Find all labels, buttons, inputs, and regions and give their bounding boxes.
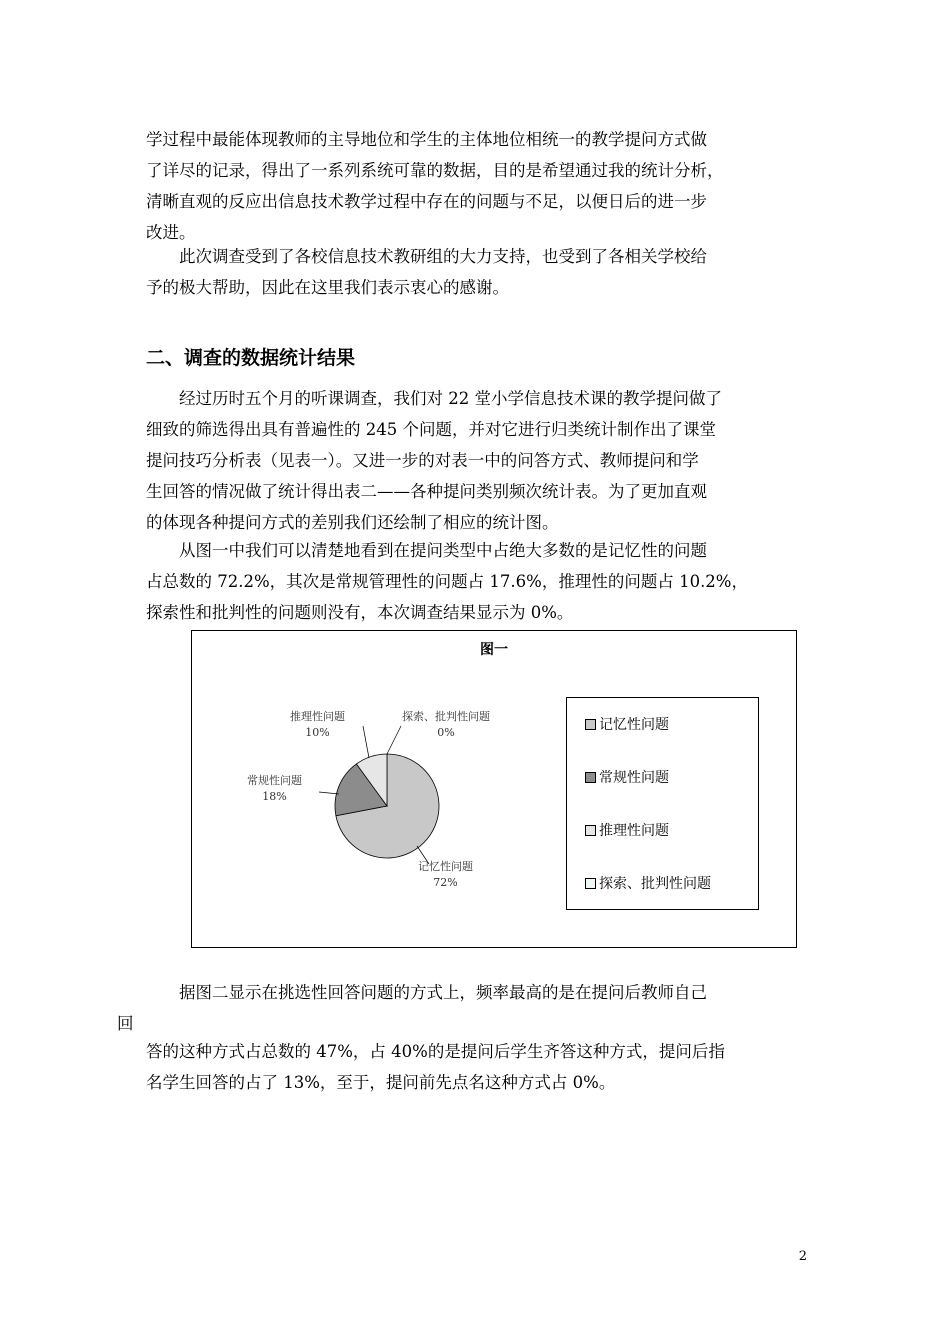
legend-swatch [585, 719, 596, 730]
text-line: 改进。 [146, 223, 196, 242]
text-line: 生回答的情况做了统计得出表二——各种提问类别频次统计表。为了更加直观 [146, 482, 707, 501]
legend-item: 常规性问题 [585, 767, 669, 787]
legend-swatch [585, 772, 596, 783]
text-line: 细致的筛选得出具有普遍性的 245 个问题，并对它进行归类统计制作出了课堂 [146, 420, 716, 439]
slice-label-exploratory: 探索、批判性问题 0% [402, 710, 490, 739]
paragraph-4 [146, 535, 811, 628]
page-number: 2 [798, 1249, 807, 1264]
text-line: 据图二显示在挑选性回答问题的方式上，频率最高的是在提问后教师自己 [179, 983, 707, 1002]
chart-legend [566, 697, 759, 910]
legend-item: 推理性问题 [585, 820, 669, 840]
leader-line-3 [363, 726, 369, 758]
legend-swatch [585, 878, 596, 889]
text-line: 提问技巧分析表（见表一）。又进一步的对表一中的问答方式、教师提问和学 [146, 451, 699, 470]
leader-line-4 [387, 726, 401, 754]
chart-title: 图一 [480, 642, 508, 658]
slice-label-memory: 记忆性问题 72% [418, 860, 473, 889]
text-line: 学过程中最能体现教师的主导地位和学生的主体地位相统一的教学提问方式做 [146, 130, 707, 149]
text-line: 此次调查受到了各校信息技术教研组的大力支持，也受到了各相关学校给 [179, 247, 707, 266]
text-line: 从图一中我们可以清楚地看到在提问类型中占绝大多数的是记忆性的问题 [179, 541, 707, 560]
text-line: 探索性和批判性的问题则没有，本次调查结果显示为 0%。 [146, 603, 574, 622]
text-line: 占总数的 72.2%，其次是常规管理性的问题占 17.6%，推理性的问题占 10.2%， [146, 572, 748, 591]
text-line: 了详尽的记录，得出了一系列系统可靠的数据，目的是希望通过我的统计分析， [146, 161, 724, 180]
text-line: 名学生回答的占了 13%，至于，提问前先点名这种方式占 0%。 [146, 1073, 616, 1092]
paragraph-5-continued [146, 1036, 811, 1098]
slice-label-routine: 常规性问题 18% [247, 774, 302, 803]
legend-swatch [585, 825, 596, 836]
paragraph-5 [146, 977, 811, 1008]
orphan-char: 回 [117, 1014, 134, 1033]
paragraph-1 [146, 124, 811, 248]
text-line: 予的极大帮助，因此在这里我们表示衷心的感谢。 [146, 278, 509, 297]
text-line: 的体现各种提问方式的差别我们还绘制了相应的统计图。 [146, 513, 559, 532]
leader-line-2 [319, 792, 339, 794]
legend-item: 记忆性问题 [585, 714, 669, 734]
paragraph-2 [146, 241, 811, 303]
paragraph-3 [146, 383, 811, 538]
text-line: 经过历时五个月的听课调查，我们对 22 堂小学信息技术课的教学提问做了 [179, 389, 722, 408]
slice-label-reasoning: 推理性问题 10% [290, 710, 345, 739]
pie-chart-figure [191, 630, 797, 948]
legend-item: 探索、批判性问题 [585, 873, 711, 893]
section-heading: 二、调查的数据统计结果 [146, 347, 356, 369]
text-line: 清晰直观的反应出信息技术教学过程中存在的问题与不足，以便日后的进一步 [146, 192, 707, 211]
text-line: 答的这种方式占总数的 47%，占 40%的是提问后学生齐答这种方式，提问后指 [146, 1042, 725, 1061]
